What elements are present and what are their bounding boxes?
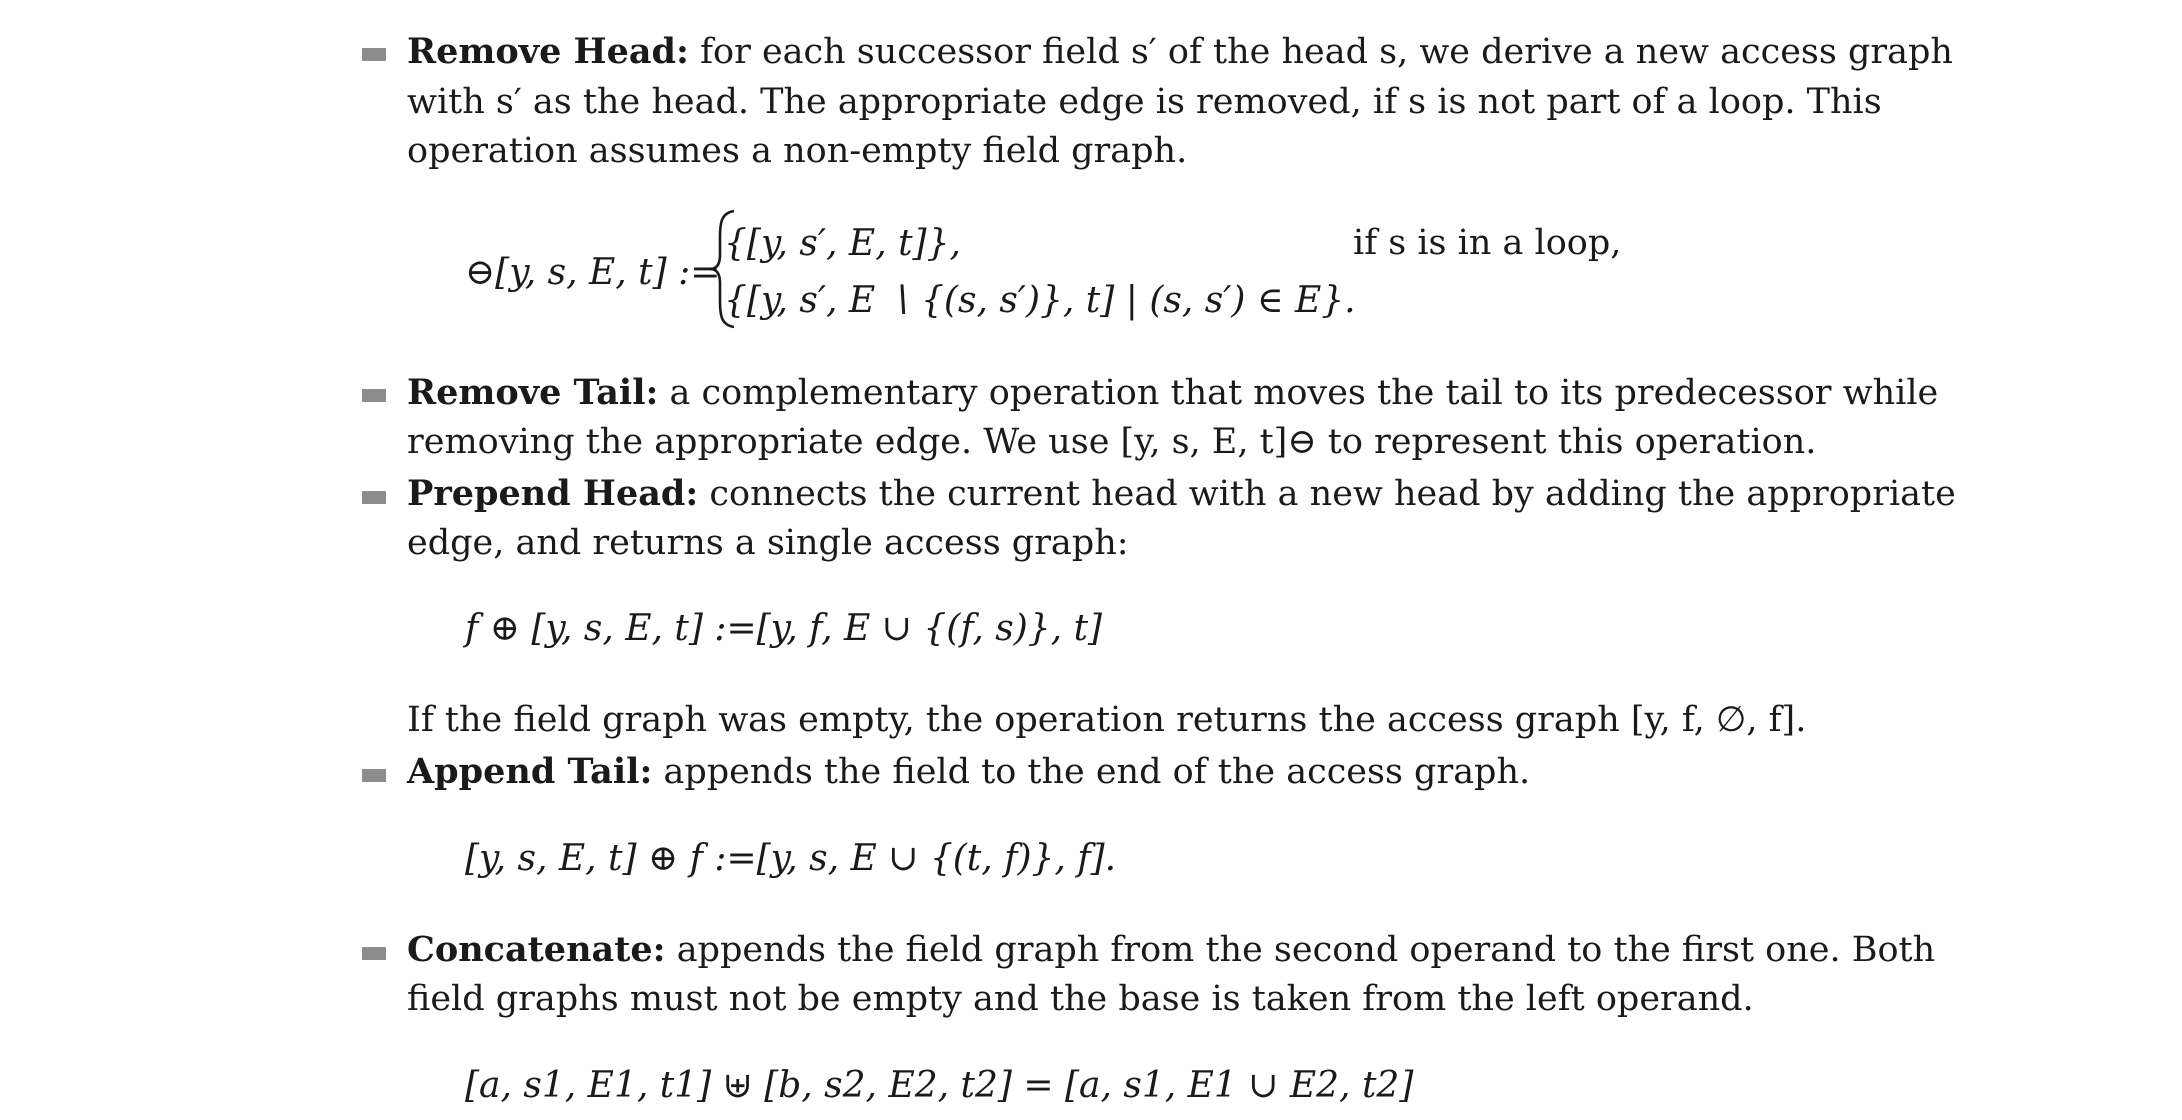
bullet-marker [362, 389, 386, 402]
append-tail-formula: [y, s, E, t] ⊕ f :=[y, s, E ∪ {(t, f)}, f]. [465, 838, 1117, 879]
prepend-head-line-2: edge, and returns a single access graph: [407, 523, 1129, 563]
prepend-head-note: If the field graph was empty, the operation returns the access graph [y, f, ∅, f]. [407, 700, 1807, 740]
term-remove-head: Remove Head: [407, 31, 689, 72]
remove-head-case-1: {[y, s′, E, t]}, [724, 223, 961, 264]
term-append-tail: Append Tail: [407, 751, 653, 792]
prepend-head-formula: f ⊕ [y, s, E, t] :=[y, f, E ∪ {(f, s)}, t] [465, 608, 1103, 649]
bullet-marker [362, 491, 386, 504]
concatenate-line-1: Concatenate: appends the field graph from the second operand to the first one. Both [407, 929, 1936, 970]
prepend-head-line-1: Prepend Head: connects the current head with a new head by adding the appropriate [407, 473, 1956, 514]
remove-tail-line-1: Remove Tail: a complementary operation that moves the tail to its predecessor while [407, 372, 1939, 413]
bullet-marker [362, 769, 386, 782]
append-tail-line-1: Append Tail: appends the field to the end of the access graph. [407, 751, 1531, 792]
remove-head-formula-lhs: ⊖[y, s, E, t] := [465, 252, 721, 293]
term-prepend-head: Prepend Head: [407, 473, 699, 514]
remove-head-case-2: {[y, s′, E ∖ {(s, s′)}, t] | (s, s′) ∈ E}. [724, 280, 1356, 321]
remove-head-condition-1: if s is in a loop, [1353, 223, 1622, 263]
concatenate-formula: [a, s1, E1, t1] ⊎ [b, s2, E2, t2] = [a, s1, E1 ∪ E2, t2] [465, 1065, 1414, 1106]
remove-head-line-1: Remove Head: for each successor field s′ of the head s, we derive a new access graph [407, 31, 1953, 72]
remove-head-line-2: with s′ as the head. The appropriate edge is removed, if s is not part of a loop. This [407, 82, 1882, 122]
bullet-marker [362, 48, 386, 61]
concatenate-line-2: field graphs must not be empty and the base is taken from the left operand. [407, 979, 1754, 1019]
remove-tail-line-2: removing the appropriate edge. We use [y, s, E, t]⊖ to represent this operation. [407, 422, 1817, 462]
term-remove-tail: Remove Tail: [407, 372, 659, 413]
bullet-marker [362, 947, 386, 960]
remove-head-line-3: operation assumes a non-empty field graph. [407, 131, 1188, 171]
term-concatenate: Concatenate: [407, 929, 666, 970]
